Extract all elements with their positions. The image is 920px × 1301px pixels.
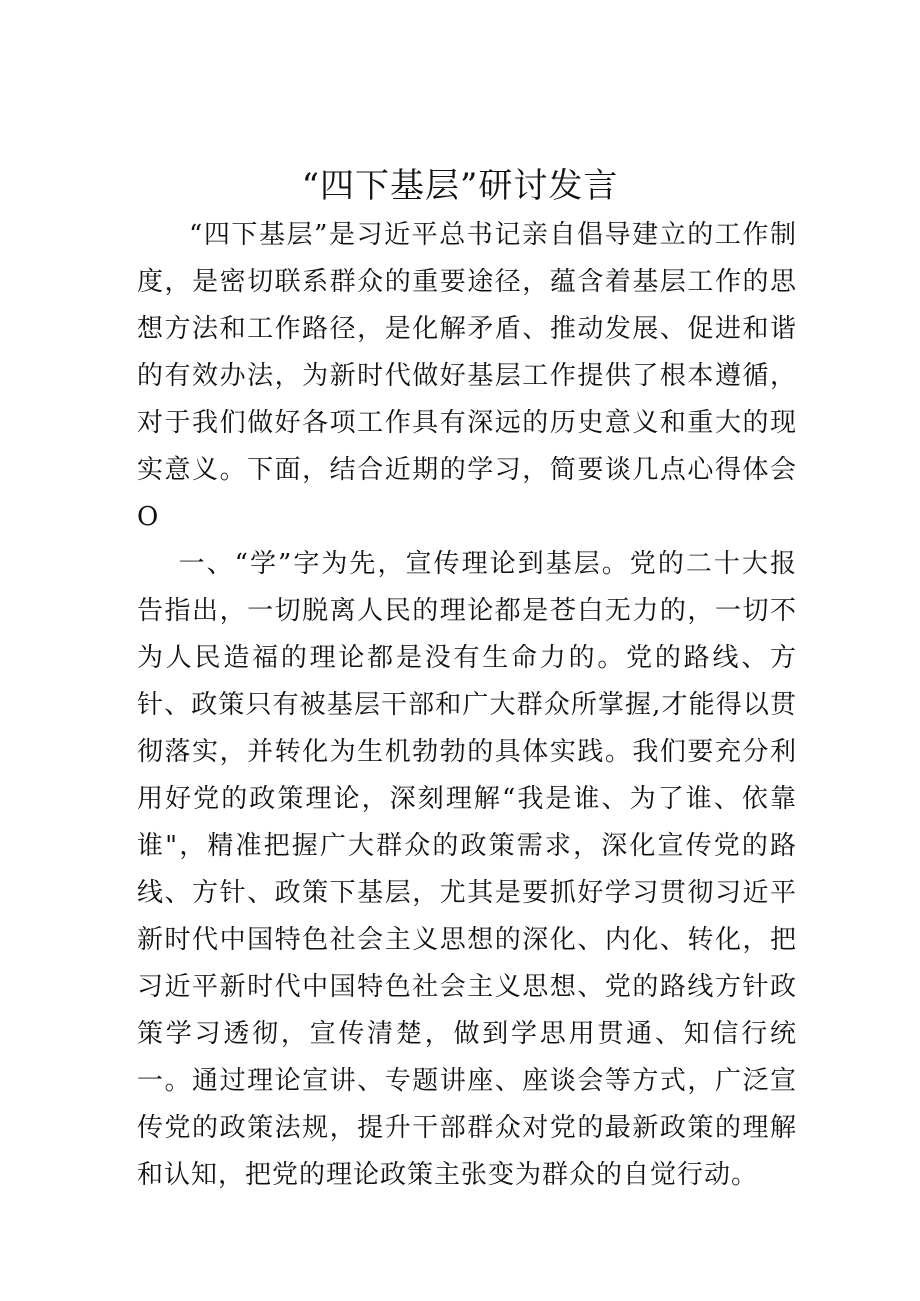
paragraph-intro: “四下基层”是习近平总书记亲自倡导建立的工作制度，是密切联系群众的重要途径，蕴含着基层工作的思想方法和工作路径，是化解矛盾、推动发展、促进和谐的有效办法，为新时代做好基层工作提供了根本遵循，对于我们做好各项工作具有深远的历史意义和重大的现实意义。下面，结合近期的学习，简要谈几点心得体会O: [137, 220, 797, 532]
paragraph-section-one: 一、“学”字为先，宣传理论到基层。党的二十大报告指出，一切脱离人民的理论都是苍白无力的，一切不为人民造福的理论都是没有生命力的。党的路线、方针、政策只有被基层干部和广大群众所掌握,才能得以贯彻落实，并转化为生机勃勃的具体实践。我们要充分利用好党的政策理论，深刻理解“我是谁、为了谁、依靠谁"，精准把握广大群众的政策需求，深化宣传党的路线、方针、政策下基层，尤其是要抓好学习贯彻习近平新时代中国特色社会主义思想的深化、内化、转化，把习近平新时代中国特色社会主义思想、党的路线方针政策学习透彻，宣传清楚，做到学思用贯通、知信行统一。通过理论宣讲、专题讲座、座谈会等方式，广泛宣传党的政策法规，提升干部群众对党的最新政策的理解和认知，把党的理论政策主张变为群众的自觉行动。: [137, 549, 797, 1190]
document-body: [137, 212, 797, 1199]
document-title: “四下基层”研讨发言: [301, 166, 619, 206]
